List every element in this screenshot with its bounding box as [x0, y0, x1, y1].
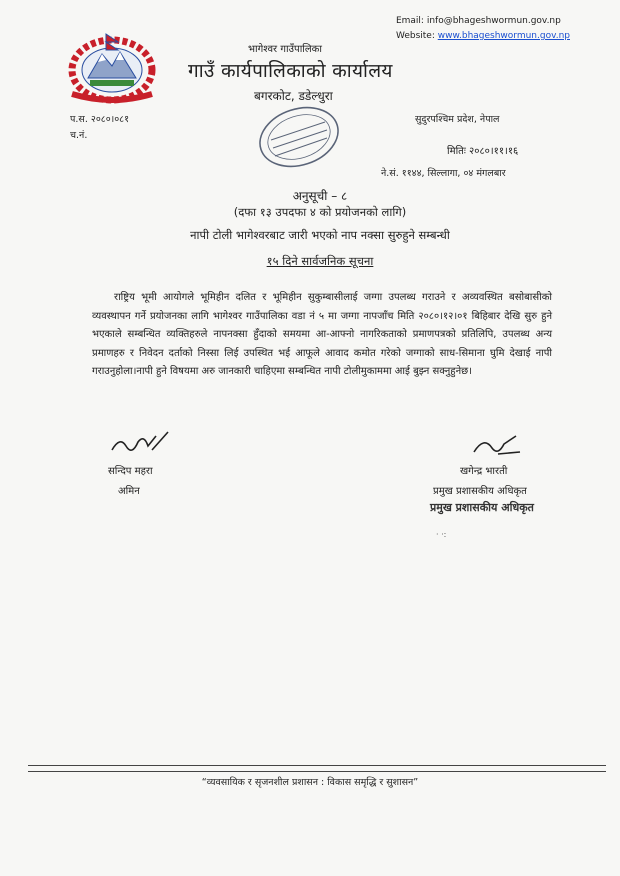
right-signatory-role: प्रमुख प्रशासकीय अधिकृत: [433, 486, 527, 497]
notice-heading: १५ दिने सार्वजनिक सूचना: [266, 254, 374, 268]
office-stamp-icon: [249, 102, 349, 172]
website-label: Website:: [395, 31, 438, 41]
subject-heading: नापी टोली भागेश्वरबाट जारी भएको नाप नक्सा सुरुहुने सम्बन्धी: [190, 228, 450, 242]
right-signatory-stamp: प्रमुख प्रशासकीय अधिकृत: [430, 501, 534, 514]
stray-marks: · ·:: [436, 530, 447, 539]
letter-date: मितिः २०८०।११।१६: [447, 146, 519, 157]
schedule-heading: अनुसूची – ८: [292, 189, 348, 203]
right-signatory-name: खगेन्द्र भारती: [460, 466, 508, 477]
notice-body: राष्ट्रिय भूमी आयोगले भूमिहीन दलित र भूमिहीन सुकुम्बासीलाई जग्गा उपलब्ध गराउने र अव्यवस्थित बसोबासीको व्यवस्थापन गर्ने प्रयोजनका लागि भागेश्वर गाउँपालिका वडा नं ५ मा जग्गा नापजाँच मिति २०८०।१२।०१ बिहिबार देखि सुरु हुने भएकाले सम्बन्धित व्यक्तिहरुले नापनक्सा हुँदाको समयमा आ-आफ्नो नागरिकताको प्रमाणपत्रको प्रतिलिपि, उपलब्ध अन्य प्रमाणहरु र निवेदन दर्ताको निस्सा लिई उपस्थित भई आफूले आवाद कमोत गरेको जग्गाको साध-सिमाना घुमि देखाई नापी गराउनुहोला।नापी हुने विषयमा अरु जानकारी चाहिएमा सम्बन्धित नापी टोलीमुकाममा आई बुझ्न सक्नुहुनेछ।: [92, 292, 552, 377]
footer-slogan: “व्यवसायिक र सृजनशील प्रशासन : विकास समृद्धि र सुशासन”: [201, 777, 419, 788]
dispatch-number: च.नं.: [70, 130, 88, 141]
website-line: [396, 29, 570, 44]
province-text: सुदुरपश्चिम प्रदेश, नेपाल: [415, 114, 500, 125]
contact-info: [396, 14, 570, 44]
clause-heading: (दफा १३ उपदफा ४ को प्रयोजनको लागि): [233, 205, 407, 219]
footer-divider-bottom: [28, 771, 606, 772]
footer-divider-top: [28, 765, 606, 766]
right-signature-icon: [468, 432, 528, 460]
notice-heading-wrap: [130, 254, 510, 269]
fiscal-year: प.स. २०८०।०८१: [70, 114, 130, 125]
nepal-emblem-icon: [62, 30, 162, 105]
email-text: Email: info@bhageshwormun.gov.np: [395, 16, 561, 26]
office-title: गाउँ कार्यपालिकाको कार्यालय: [188, 60, 393, 82]
website-link[interactable]: www.bhageshwormun.gov.np: [437, 31, 570, 41]
left-signatory-name: सन्दिप महरा: [108, 466, 153, 477]
left-signatory-role: अमिन: [118, 486, 140, 497]
nepal-sambat-date: ने.सं. ११४४, सिल्लागा, ०४ मंगलबार: [381, 168, 506, 179]
office-address: बगरकोट, डडेल्धुरा: [254, 89, 333, 103]
reference-block: [70, 112, 129, 144]
municipality-name: भागेश्वर गाउँपालिका: [248, 44, 322, 55]
left-signature-icon: [108, 428, 178, 458]
